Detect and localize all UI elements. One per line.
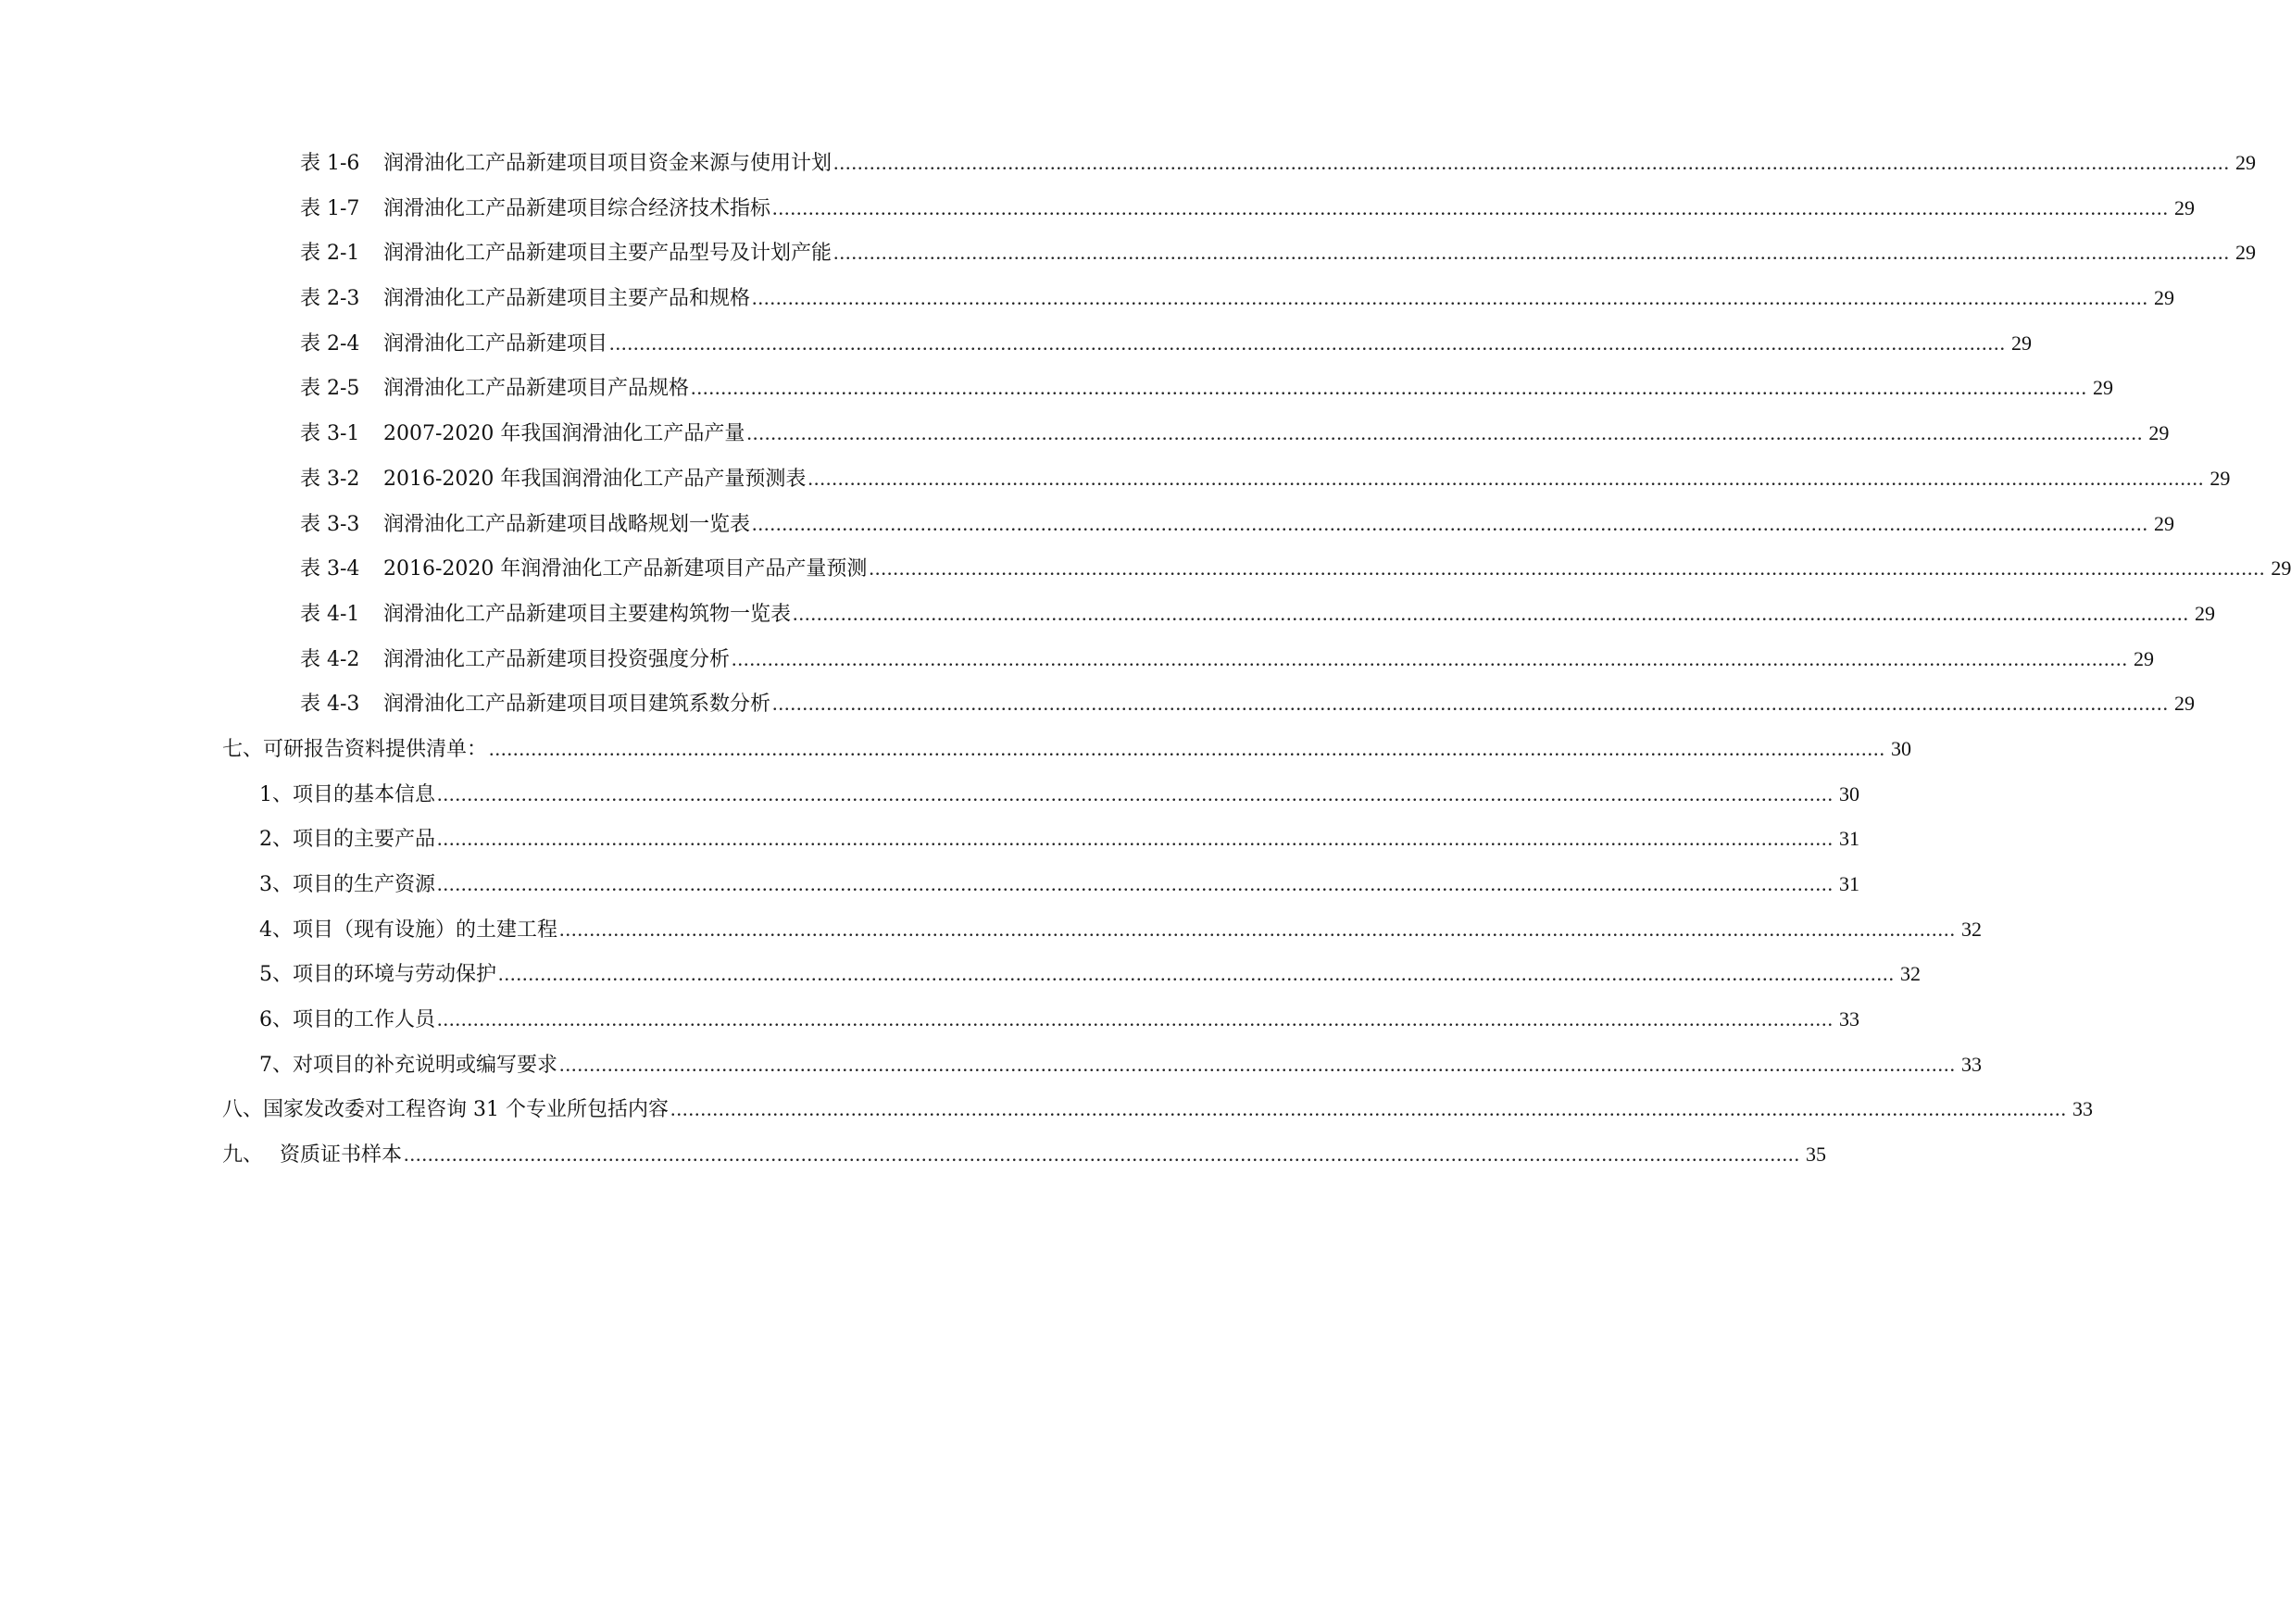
toc-entry-title: 润滑油化工产品新建项目项目资金来源与使用计划 — [383, 152, 833, 175]
toc-entry-page: 35 — [1806, 1143, 1827, 1167]
dot-leader — [691, 366, 2087, 411]
toc-entry-title: 项目的基本信息 — [293, 782, 436, 806]
toc-entry-title: 项目的环境与劳动保护 — [293, 963, 497, 987]
dot-leader — [833, 231, 2230, 276]
toc-entry-page: 29 — [2154, 286, 2175, 310]
dot-leader — [437, 772, 1834, 818]
toc-entry-item-6[interactable] — [222, 997, 1860, 1043]
toc-entry-page: 29 — [2235, 151, 2257, 174]
dot-leader — [437, 997, 1834, 1043]
toc-entry-page: 33 — [1839, 1007, 1860, 1031]
toc-entry-table-1-7[interactable] — [222, 186, 2196, 231]
toc-entry-label: 表 2-5 — [300, 377, 360, 401]
toc-entry-label: 表 3-3 — [300, 512, 360, 536]
toc-entry-label: 表 4-2 — [300, 647, 360, 671]
toc-entry-title: 对项目的补充说明或编写要求 — [293, 1053, 558, 1077]
toc-entry-title: 项目的生产资源 — [293, 873, 436, 896]
toc-entry-page: 31 — [1839, 872, 1860, 895]
toc-entry-label: 表 2-4 — [300, 331, 360, 356]
toc-entry-title: 资质证书样本 — [280, 1143, 403, 1168]
toc-entry-title: 国家发改委对工程咨询 31 个专业所包括内容 — [263, 1098, 669, 1122]
toc-entry-item-5[interactable] — [222, 952, 1922, 997]
dot-leader — [489, 727, 1885, 772]
dot-leader — [404, 1132, 1800, 1178]
toc-entry-title: 项目（现有设施）的土建工程 — [293, 918, 558, 942]
toc-entry-page: 32 — [1961, 917, 1983, 941]
dot-leader — [772, 681, 2169, 727]
dot-leader — [609, 321, 2006, 367]
toc-entry-title: 润滑油化工产品新建项目主要建构筑物一览表 — [383, 602, 792, 626]
toc-entry-table-2-1[interactable] — [222, 231, 2257, 276]
dot-leader — [869, 546, 2265, 592]
toc-entry-title: 项目的工作人员 — [293, 1008, 436, 1032]
toc-entry-page: 30 — [1891, 736, 1912, 760]
toc-entry-table-4-3[interactable] — [222, 681, 2196, 727]
toc-entry-table-1-6[interactable] — [222, 141, 2257, 186]
toc-entry-title: 润滑油化工产品新建项目 — [383, 331, 608, 356]
toc-entry-item-4[interactable] — [222, 907, 1983, 953]
toc-entry-item-2[interactable] — [222, 817, 1860, 862]
toc-entry-table-2-3[interactable] — [222, 276, 2175, 321]
toc-entry-title: 润滑油化工产品新建项目主要产品和规格 — [383, 287, 751, 311]
toc-entry-page: 29 — [2093, 376, 2114, 400]
toc-entry-item-7[interactable] — [222, 1043, 1983, 1088]
toc-entry-page: 29 — [2134, 646, 2155, 670]
dot-leader — [559, 907, 1956, 953]
toc-entry-page: 33 — [1961, 1052, 1983, 1076]
toc-entry-page: 29 — [2011, 331, 2033, 355]
toc-entry-page: 30 — [1839, 781, 1860, 806]
toc-entry-page: 33 — [2072, 1097, 2093, 1121]
dot-leader — [752, 276, 2148, 321]
toc-entry-label: 7、 — [259, 1053, 293, 1077]
toc-entry-label: 4、 — [259, 918, 293, 942]
toc-entry-page: 29 — [2210, 466, 2231, 490]
toc-entry-table-3-1[interactable] — [222, 411, 2170, 456]
dot-leader — [772, 186, 2169, 231]
toc-entry-label: 表 4-3 — [300, 693, 360, 717]
toc-entry-page: 29 — [2174, 692, 2196, 716]
dot-leader — [559, 1043, 1956, 1088]
toc-entry-title: 2016-2020 年润滑油化工产品新建项目产品产量预测 — [383, 557, 868, 581]
toc-entry-title: 润滑油化工产品新建项目投资强度分析 — [383, 647, 731, 671]
toc-entry-section-9[interactable] — [222, 1132, 1827, 1178]
toc-entry-table-3-2[interactable] — [222, 456, 2231, 502]
toc-entry-item-3[interactable] — [222, 862, 1860, 907]
toc-entry-title: 可研报告资料提供清单： — [263, 737, 488, 761]
toc-entry-label: 2、 — [259, 828, 293, 852]
dot-leader — [437, 817, 1834, 862]
toc-entry-table-2-5[interactable] — [222, 366, 2114, 411]
toc-entry-page: 29 — [2154, 511, 2175, 535]
toc-entry-page: 29 — [2195, 601, 2216, 625]
toc-entry-label: 表 1-6 — [300, 152, 360, 175]
toc-entry-label: 表 3-4 — [300, 557, 360, 581]
toc-entry-title: 项目的主要产品 — [293, 828, 436, 852]
toc-entry-label: 6、 — [259, 1008, 293, 1032]
toc-entry-section-7[interactable] — [222, 727, 1912, 772]
toc-entry-label: 5、 — [259, 963, 293, 987]
dot-leader — [793, 592, 2189, 637]
table-of-contents — [222, 141, 2291, 1178]
toc-entry-page: 29 — [2271, 556, 2291, 581]
toc-entry-label: 3、 — [259, 873, 293, 896]
toc-entry-label: 表 1-7 — [300, 196, 360, 220]
toc-entry-item-1[interactable] — [222, 772, 1860, 818]
dot-leader — [670, 1087, 2067, 1132]
toc-entry-label: 表 3-2 — [300, 467, 360, 491]
toc-entry-title: 润滑油化工产品新建项目综合经济技术指标 — [383, 196, 771, 220]
toc-entry-label: 表 4-1 — [300, 602, 360, 626]
toc-entry-label: 表 2-3 — [300, 287, 360, 311]
toc-entry-label: 九、 — [222, 1143, 264, 1168]
toc-entry-table-4-1[interactable] — [222, 592, 2216, 637]
dot-leader — [833, 141, 2230, 186]
toc-entry-title: 润滑油化工产品新建项目战略规划一览表 — [383, 512, 751, 536]
toc-entry-title: 润滑油化工产品新建项目主要产品型号及计划产能 — [383, 242, 833, 266]
dot-leader — [746, 411, 2143, 456]
toc-entry-table-4-2[interactable] — [222, 637, 2155, 682]
toc-entry-page: 31 — [1839, 827, 1860, 851]
toc-entry-title: 2016-2020 年我国润滑油化工产品产量预测表 — [383, 467, 807, 491]
toc-entry-label: 表 2-1 — [300, 242, 360, 266]
toc-entry-label: 七、 — [222, 737, 264, 761]
toc-entry-section-8[interactable] — [222, 1087, 2093, 1132]
toc-entry-label: 八、 — [222, 1098, 264, 1122]
dot-leader — [498, 952, 1895, 997]
toc-entry-title: 润滑油化工产品新建项目产品规格 — [383, 377, 690, 401]
toc-entry-title: 2007-2020 年我国润滑油化工产品产量 — [383, 422, 745, 446]
toc-entry-title: 润滑油化工产品新建项目项目建筑系数分析 — [383, 693, 771, 717]
toc-entry-table-3-4[interactable] — [222, 546, 2291, 592]
dot-leader — [752, 502, 2148, 547]
toc-entry-page: 29 — [2235, 241, 2257, 265]
toc-entry-label: 表 3-1 — [300, 422, 360, 446]
toc-entry-label: 1、 — [259, 782, 293, 806]
toc-entry-page: 32 — [1900, 962, 1922, 986]
toc-entry-page: 29 — [2148, 421, 2170, 445]
toc-entry-table-3-3[interactable] — [222, 502, 2175, 547]
toc-entry-table-2-4[interactable] — [222, 321, 2033, 367]
dot-leader — [807, 456, 2204, 502]
dot-leader — [437, 862, 1834, 907]
dot-leader — [732, 637, 2128, 682]
toc-entry-page: 29 — [2174, 195, 2196, 219]
